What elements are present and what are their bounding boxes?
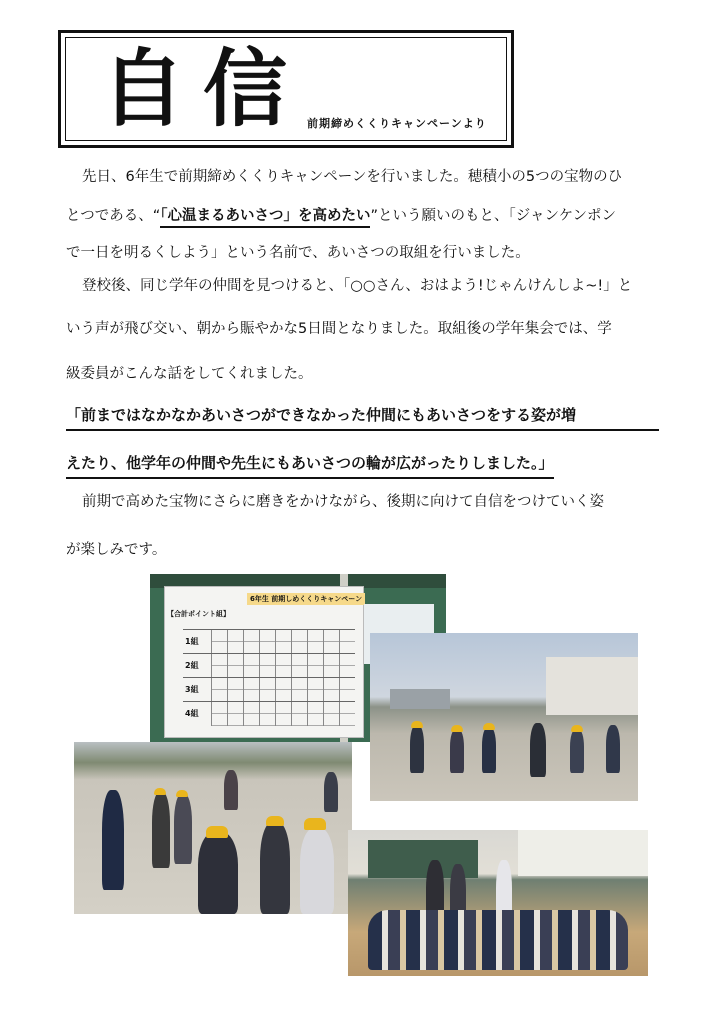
paragraph-3-line-2: が楽しみです。 — [66, 542, 167, 558]
paragraph-3-line-1: 前期で高めた宝物にさらに磨きをかけながら、後期に向けて自信をつけていく姿 — [82, 494, 604, 510]
poster-row-label: 3組 — [185, 685, 199, 694]
photo-greeting — [74, 742, 352, 914]
poster-row-label: 2組 — [185, 661, 199, 670]
title-box — [58, 30, 514, 148]
quote-line-1: 「前まではなかなかあいさつができなかった仲間にもあいさつをする姿が増 — [66, 404, 659, 431]
poster-grid — [183, 629, 355, 729]
paragraph-1-line-2 — [66, 204, 616, 225]
paragraph-1-line-2c: ”という願いのもと、「ジャンケンポン — [370, 208, 616, 224]
poster-points-label: 【合計ポイント組】 — [167, 610, 230, 618]
photo-assembly — [348, 830, 648, 976]
page-title: 自信 — [101, 39, 306, 138]
emphasis-phrase: 「心温まるあいさつ」を高めたい — [160, 208, 370, 228]
paragraph-1-line-1: 先日、6年生で前期締めくくりキャンペーンを行いました。穂積小の5つの宝物のひ — [82, 169, 623, 185]
paragraph-1-line-3: で一日を明るくしよう」という名前で、あいさつの取組を行いました。 — [66, 245, 530, 261]
poster-row-label: 1組 — [185, 637, 199, 646]
paragraph-2-line-2: いう声が飛び交い、朝から賑やかな5日間となりました。取組後の学年集会では、学 — [66, 321, 612, 337]
paragraph-2-line-1: 登校後、同じ学年の仲間を見つけると、「○○さん、おはよう!じゃんけんしよ~!」と — [82, 278, 633, 294]
poster-banner: 6年生 前期しめくくりキャンペーン — [247, 593, 365, 605]
poster-row-label: 4組 — [185, 709, 199, 718]
page-subtitle: 前期締めくくりキャンペーンより — [307, 117, 487, 130]
poster — [164, 586, 364, 738]
photo-schoolyard — [370, 633, 638, 801]
quote-line-2: えたり、他学年の仲間や先生にもあいさつの輪が広がったりしました。」 — [66, 452, 554, 479]
paragraph-1-line-2a: とつである、“ — [66, 208, 161, 224]
paragraph-2-line-3: 級委員がこんな話をしてくれました。 — [66, 366, 313, 382]
